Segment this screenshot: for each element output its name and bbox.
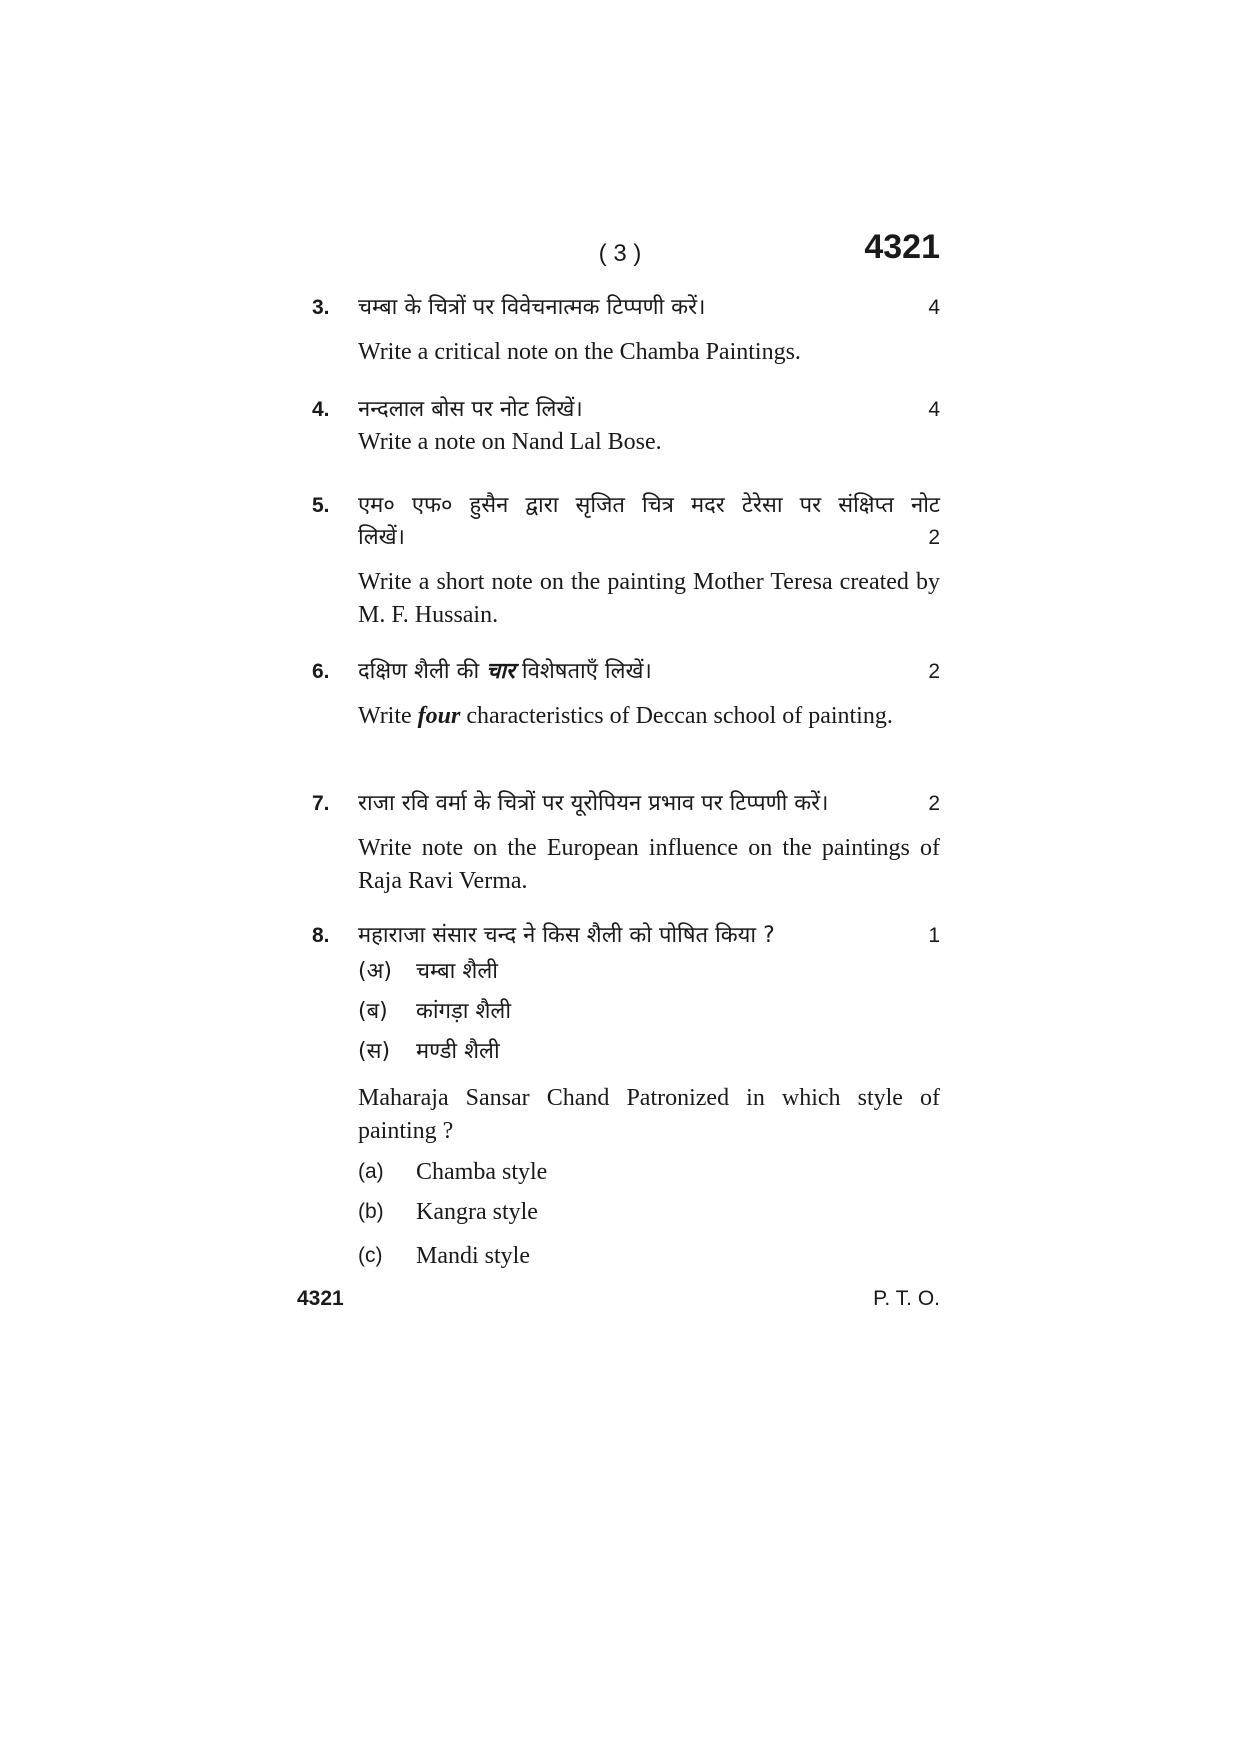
english-option-c xyxy=(358,1236,940,1276)
question-hindi-text: चम्बा के चित्रों पर विवेचनात्मक टिप्पणी करें। xyxy=(358,295,706,320)
question-marks: 4 xyxy=(928,398,940,421)
question-number: 7. xyxy=(312,792,330,815)
question-english-text: Maharaja Sansar Chand Patronized in which style of painting ? xyxy=(358,1085,940,1144)
question-7 xyxy=(312,788,940,898)
option-label: (ब) xyxy=(358,999,388,1024)
option-label: (स) xyxy=(358,1039,391,1064)
question-hindi-text-line2: लिखें। xyxy=(358,525,405,550)
question-english-text: Write note on the European influence on the paintings of Raja Ravi Verma. xyxy=(358,835,940,894)
page-number: ( 3 ) xyxy=(598,240,642,267)
question-marks: 1 xyxy=(928,924,940,947)
english-text-part: characteristics of Deccan school of painting. xyxy=(460,703,893,729)
question-hindi-text xyxy=(358,656,652,688)
question-marks: 2 xyxy=(928,526,940,549)
english-option-b xyxy=(358,1192,940,1232)
option-text: Chamba style xyxy=(416,1159,548,1185)
option-text: चम्बा शैली xyxy=(416,959,498,984)
question-5 xyxy=(312,490,940,632)
hindi-text-part: विशेषताएँ लिखें। xyxy=(514,659,652,684)
option-text: मण्डी शैली xyxy=(416,1039,500,1064)
hindi-option-b xyxy=(358,992,940,1032)
question-marks: 4 xyxy=(928,296,940,319)
question-number: 8. xyxy=(312,924,330,947)
question-number: 4. xyxy=(312,398,330,421)
question-hindi-text: नन्दलाल बोस पर नोट लिखें। xyxy=(358,397,583,422)
english-text-part: Write xyxy=(358,703,418,729)
question-english-text: Write a note on Nand Lal Bose. xyxy=(358,429,662,455)
english-emphasis: four xyxy=(417,703,461,729)
hindi-option-c xyxy=(358,1032,940,1072)
paper-code-footer: 4321 xyxy=(297,1287,344,1310)
option-label: (a) xyxy=(358,1160,384,1183)
hindi-emphasis: चार xyxy=(486,659,515,684)
hindi-option-a xyxy=(358,952,940,992)
question-hindi-text: राजा रवि वर्मा के चित्रों पर यूरोपियन प्रभाव पर टिप्पणी करें। xyxy=(358,791,829,816)
hindi-text-part: दक्षिण शैली की xyxy=(358,659,487,684)
question-hindi-text: महाराजा संसार चन्द ने किस शैली को पोषित किया ? xyxy=(358,923,775,948)
question-4 xyxy=(312,394,940,459)
question-3 xyxy=(312,292,940,369)
question-number: 6. xyxy=(312,660,330,683)
question-number: 5. xyxy=(312,494,330,517)
question-marks: 2 xyxy=(928,792,940,815)
option-text: Mandi style xyxy=(416,1243,530,1269)
question-english-text: Write a short note on the painting Mother Teresa created by M. F. Hussain. xyxy=(358,569,940,628)
option-label: (अ) xyxy=(358,959,392,984)
question-8 xyxy=(312,920,940,1276)
option-label: (b) xyxy=(358,1200,384,1223)
option-label: (c) xyxy=(358,1244,383,1267)
question-marks: 2 xyxy=(928,660,940,683)
question-number: 3. xyxy=(312,296,330,319)
english-option-a xyxy=(358,1152,940,1192)
question-hindi-text-line1: एम० एफ० हुसैन द्वारा सृजित चित्र मदर टेरेसा पर संक्षिप्त नोट xyxy=(358,493,940,518)
question-6 xyxy=(312,656,940,733)
question-english-text xyxy=(358,700,940,733)
option-text: Kangra style xyxy=(416,1199,538,1225)
paper-code-header: 4321 xyxy=(864,228,940,266)
pto-label: P. T. O. xyxy=(873,1287,940,1310)
option-text: कांगड़ा शैली xyxy=(416,999,512,1024)
question-english-text: Write a critical note on the Chamba Paintings. xyxy=(358,339,801,365)
